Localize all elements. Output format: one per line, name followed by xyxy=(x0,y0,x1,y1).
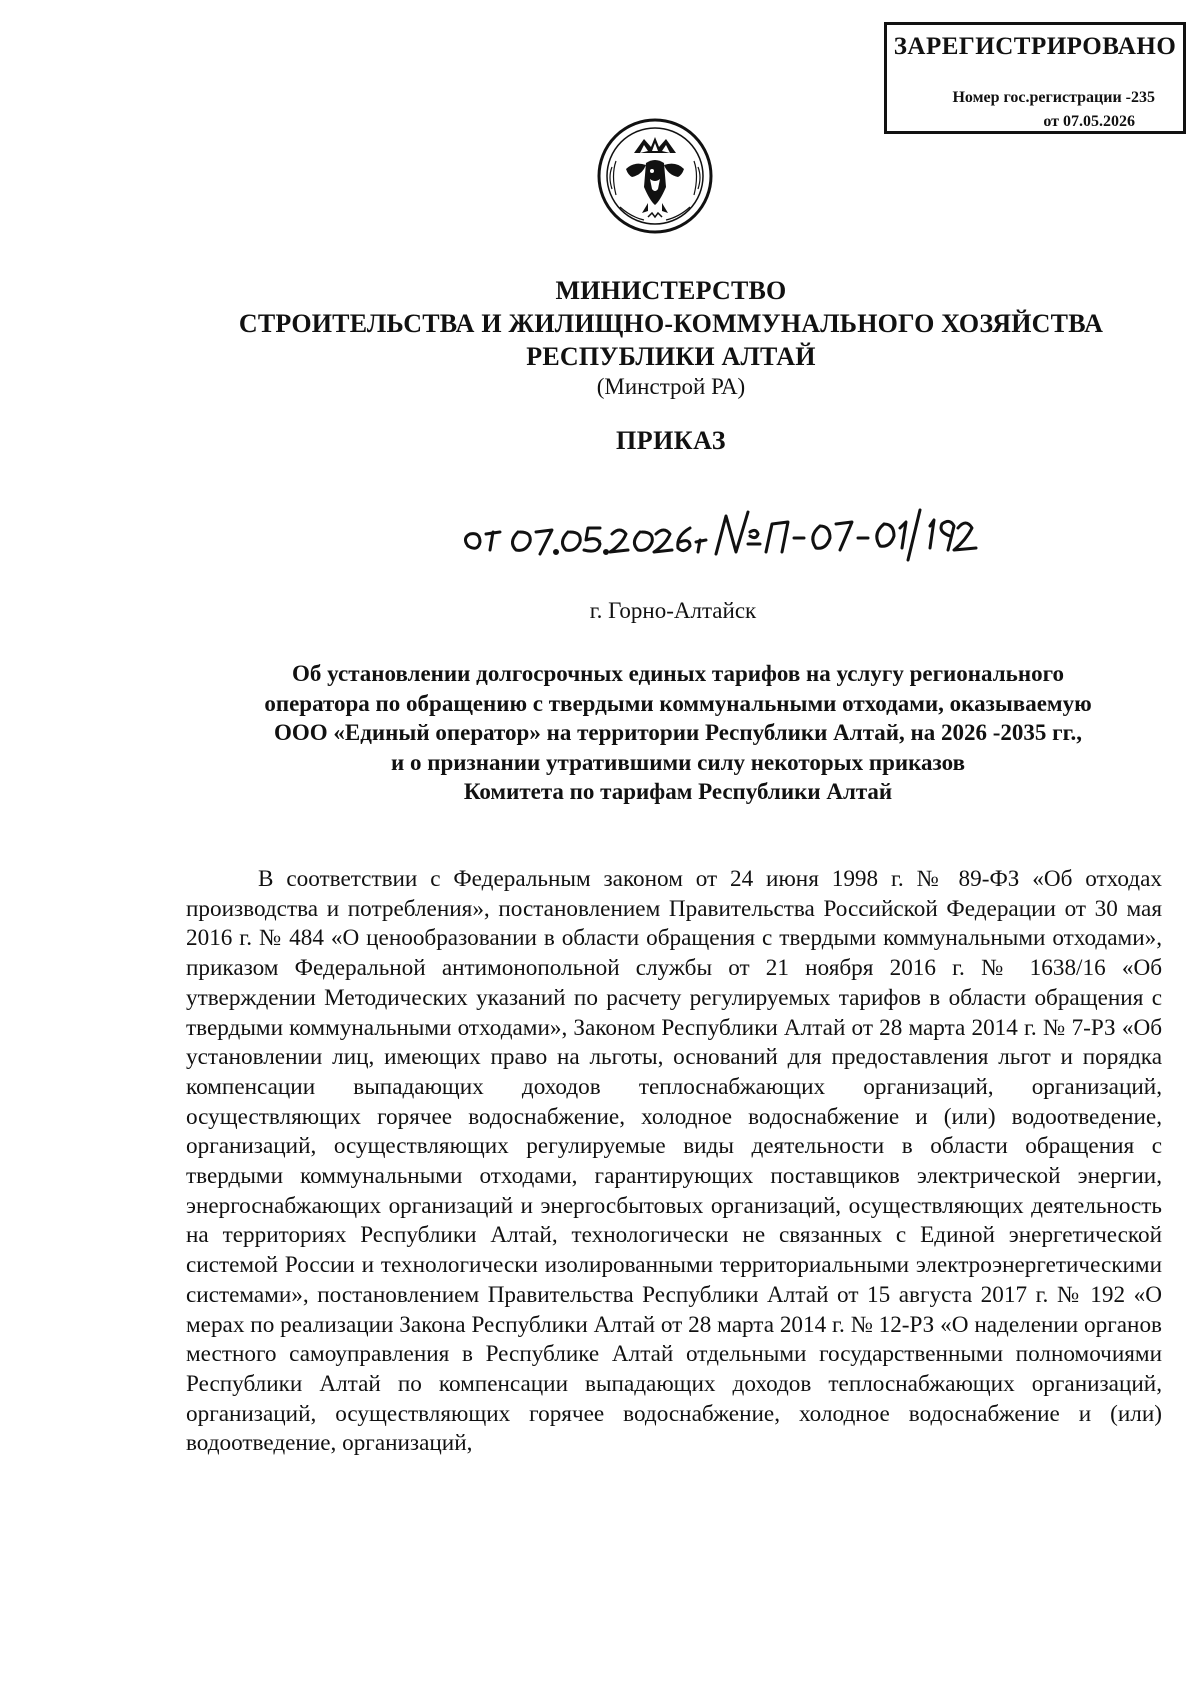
page-dot xyxy=(600,540,601,541)
handwritten-date-number xyxy=(460,502,980,572)
order-subject xyxy=(190,659,1166,807)
ministry-title-line3: РЕСПУБЛИКИ АЛТАЙ xyxy=(526,342,816,371)
stamp-reg-date: от 07.05.2026 xyxy=(1043,113,1135,130)
subject-line: оператора по обращению с твердыми коммунальными отходами, оказываемую xyxy=(264,690,1092,716)
stamp-reg-number: Номер гос.регистрации -235 xyxy=(952,89,1155,106)
subject-line: Комитета по тарифам Республики Алтай xyxy=(463,779,893,805)
registration-stamp xyxy=(884,22,1186,134)
ministry-abbreviation: (Минстрой РА) xyxy=(596,374,746,399)
document-type: ПРИКАЗ xyxy=(615,426,727,455)
subject-line: Об установлении долгосрочных единых тарифов на услугу регионального xyxy=(292,661,1064,686)
stamp-title: ЗАРЕГИСТРИРОВАНО xyxy=(893,33,1177,60)
city-line: г. Горно-Алтайск xyxy=(589,598,757,623)
body-paragraph: В соответствии с Федеральным законом от 24 июня 1998 г. № 89-ФЗ «Об отходах производства и потребления», постановлением Правительства Российской Федерации от 30 мая 2016 г. № 484 «О ценообразовании в области обращения с твердыми коммунальными отходами», приказом Федеральной антимонопольной службы от 21 ноября 2016 г. № 1638/16 «Об утверждении Методических указаний по расчету регулируемых тарифов в области обращения с твердыми коммунальными отходами», Законом Республики Алтай от 28 марта 2014 г. № 7-РЗ «Об установлении лиц, имеющих право на льготы, оснований для предоставления льгот и порядка компенсации выпадающих доходов теплоснабжающих организаций, организаций, осуществляющих горячее водоснабжение, холодное водоснабжение и (или) водоотведение, организаций, осуществляющих регулируемые виды деятельности в области обращения с твердыми коммунальными отходами, гарантирующих поставщиков электрической энергии, энергоснабжающих организаций и энергосбытовых организаций, осуществляющих деятельность на территориях Республики Алтай, технологически не связанных с Единой энергетической системой России и технологически изолированными территориальными электроэнергетическими системами», постановлением Правительства Республики Алтай от 15 августа 2017 г. № 192 «О мерах по реализации Закона Республики Алтай от 28 марта 2014 г. № 12-РЗ «О наделении органов местного самоуправления в Республике Алтай отдельными государственными полномочиями Республики Алтай по компенсации выпадающих доходов теплоснабжающих организаций, организаций, осуществляющих горячее водоснабжение, холодное водоснабжение и (или) водоотведение, организаций, xyxy=(186,866,1162,1457)
subject-line: ООО «Единый оператор» на территории Республики Алтай, на 2026 -2035 гг., xyxy=(274,720,1082,746)
order-body xyxy=(186,865,1162,1459)
coat-of-arms-icon xyxy=(596,117,714,235)
ministry-title-line2: СТРОИТЕЛЬСТВА И ЖИЛИЩНО-КОММУНАЛЬНОГО ХОЗЯЙСТВА xyxy=(238,309,1104,338)
ministry-title-line1: МИНИСТЕРСТВО xyxy=(555,276,787,305)
subject-line: и о признании утратившими силу некоторых приказов xyxy=(390,749,965,775)
